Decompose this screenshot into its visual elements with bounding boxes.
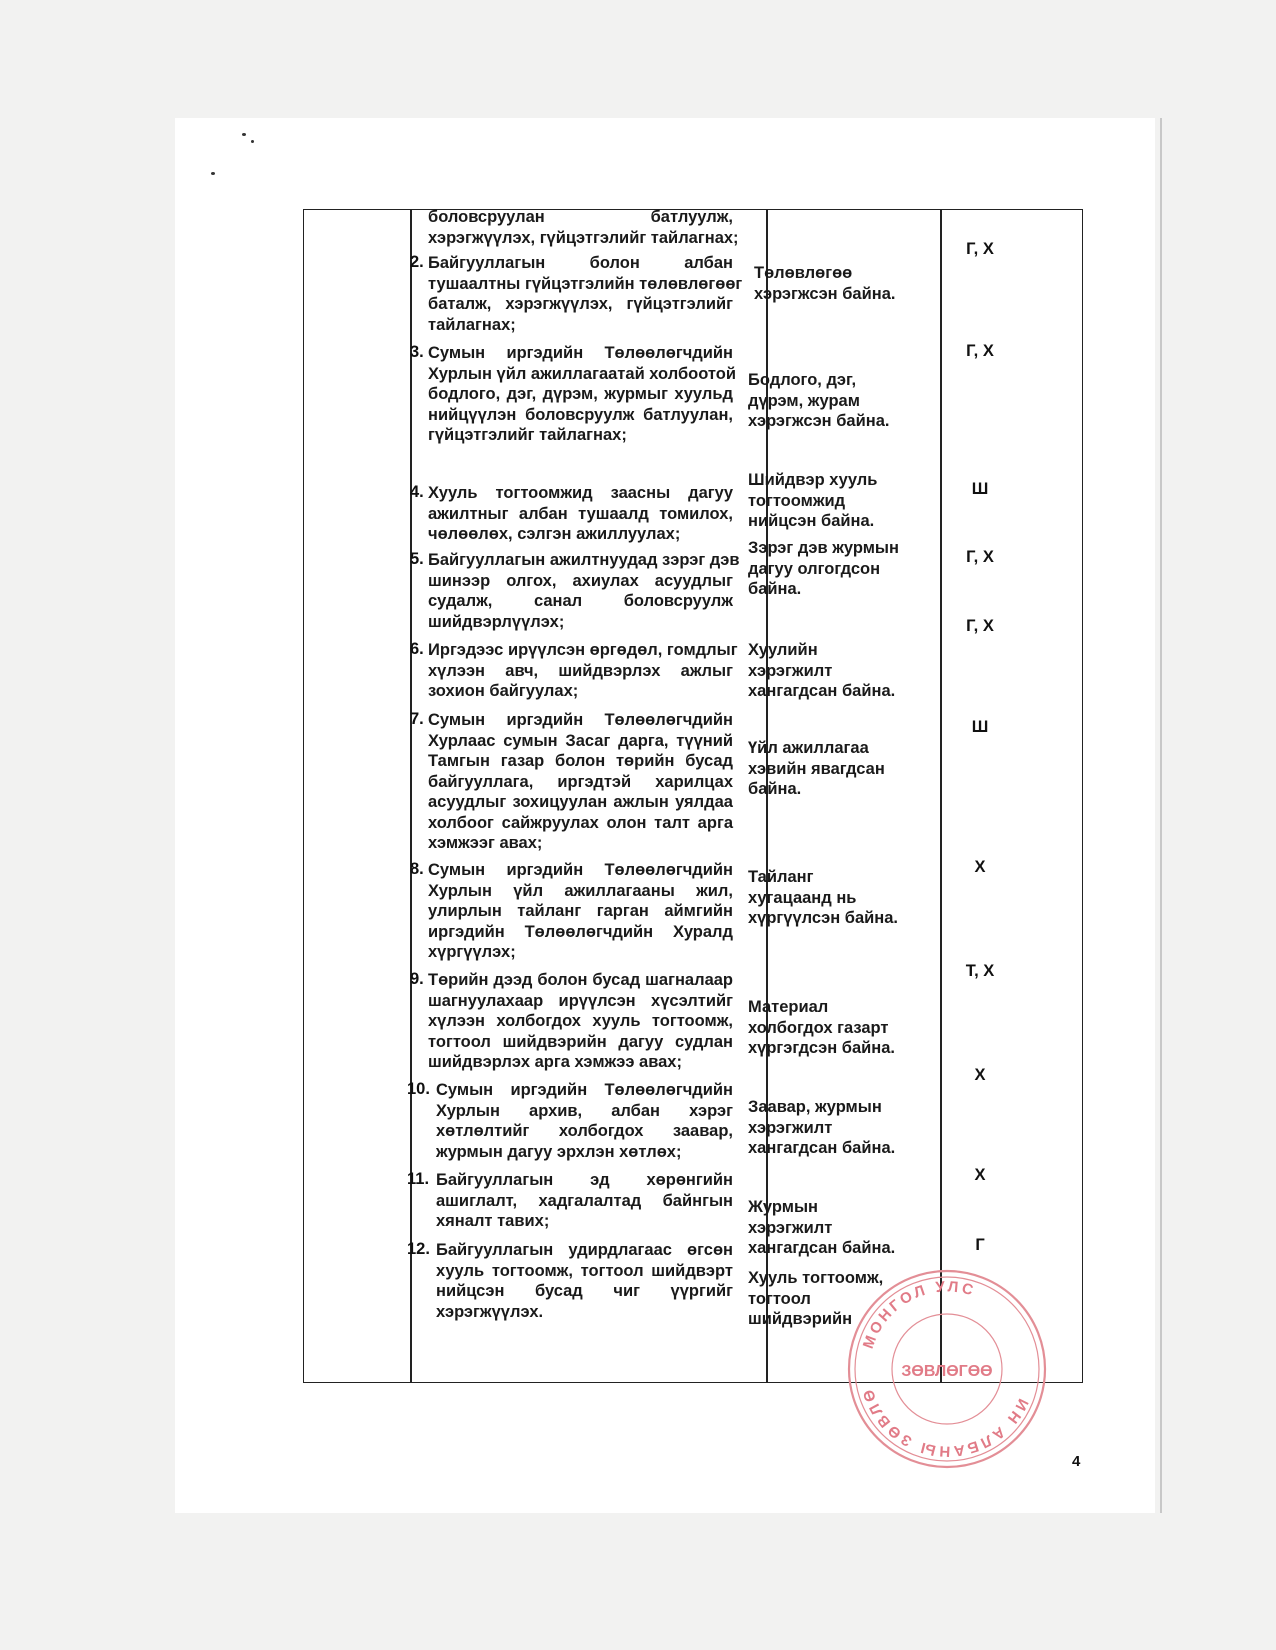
task-line: Байгууллагын ажилтнуудад зэрэг дэв <box>428 551 740 569</box>
task-line: асуудлыг зохицуулан ажлын уялдаа <box>428 793 733 811</box>
responsibility-code: Х <box>974 1066 986 1084</box>
task-line: хэрэгжүүлэх, гүйцэтгэлийг тайлагнах; <box>428 228 739 247</box>
column-divider <box>940 210 942 1382</box>
scan-speck <box>251 140 254 143</box>
task-line: хууль тогтоомж, тогтоол шийдвэрт <box>436 1261 733 1280</box>
task-line: хяналт тавих; <box>436 1212 550 1230</box>
result-line: Журмын <box>748 1198 818 1216</box>
task-line: нийцүүлэн боловсруулж батлуулан, <box>428 405 733 424</box>
task-number: 9. <box>410 970 424 988</box>
task-line: шагнуулахаар ирүүлсэн хүсэлтийг <box>428 991 733 1010</box>
task-line: судалж, санал боловсруулж <box>428 592 733 610</box>
task-number: 11. <box>407 1170 430 1188</box>
scan-edge <box>1160 118 1162 1513</box>
responsibility-code: Г, Х <box>966 617 994 635</box>
task-line: Сумын иргэдийн Төлөөлөгчдийн <box>428 344 733 362</box>
result-line: Шийдвэр хууль <box>748 471 878 489</box>
task-line: ашиглалт, хадгалалтад байнгын <box>436 1191 733 1210</box>
responsibility-code: Г <box>975 1236 985 1254</box>
task-line: хэмжээг авах; <box>428 834 543 852</box>
stamp-bottom-text: ИН АЛБАНЫ ЗӨВЛӨ <box>859 1384 1032 1460</box>
task-number: 2. <box>410 253 424 271</box>
result-line: хангагдсан байна. <box>748 1239 896 1257</box>
result-line: хэрэгжилт <box>748 661 833 680</box>
result-line: Зэрэг дэв журмын <box>748 539 899 557</box>
task-line: хөтлөлтийг холбогдох заавар, <box>436 1122 733 1140</box>
responsibility-code: Х <box>974 1166 986 1184</box>
result-line: хүргэгдсэн байна. <box>748 1039 895 1057</box>
task-line: байгууллага, иргэдтэй харилцах <box>428 772 733 791</box>
official-stamp <box>845 1267 1050 1472</box>
task-line: Хууль тогтоомжид заасны дагуу <box>428 484 733 502</box>
responsibility-code: Ш <box>971 718 989 736</box>
svg-text:МОНГОЛ УЛС <box>860 1278 978 1351</box>
task-line: Тамгын газар болон төрийн бусад <box>428 752 733 770</box>
task-line: тайлагнах; <box>428 315 516 334</box>
result-line: дагуу олгогдсон <box>748 559 881 578</box>
task-line: бодлого, дэг, дүрэм, журмыг хуульд <box>428 385 733 403</box>
result-line: хэрэгжилт <box>748 1118 833 1137</box>
task-line: тогтоол шийдвэрийн дагуу судлан <box>428 1032 733 1051</box>
task-line: Байгууллагын болон албан <box>428 254 733 272</box>
task-line: улирлын тайланг гарган аймгийн <box>428 902 733 920</box>
task-line: шийдвэрлэх арга хэмжээ авах; <box>428 1053 682 1071</box>
result-line: тогтоомжид <box>748 491 846 510</box>
task-line: гүйцэтгэлийг тайлагнах; <box>428 426 627 444</box>
column-divider <box>410 210 412 1382</box>
task-line: Хурлын үйл ажиллагааны жил, <box>428 881 733 900</box>
result-line: дүрэм, журам <box>748 391 860 410</box>
result-line: Тайланг <box>748 868 814 886</box>
result-line: хэрэгжсэн байна. <box>748 412 890 430</box>
result-line: хангагдсан байна. <box>748 1139 896 1157</box>
task-number: 5. <box>410 550 424 568</box>
result-line: тогтоол <box>748 1289 811 1308</box>
result-line: хэрэгжилт <box>748 1218 833 1237</box>
task-line: Сумын иргэдийн Төлөөлөгчдийн <box>428 711 733 729</box>
responsibility-code: Г, Х <box>966 342 994 360</box>
task-line: Хурлын үйл ажиллагаатай холбоотой <box>428 364 737 383</box>
task-line: Хурлаас сумын Засаг дарга, түүний <box>428 731 733 750</box>
task-line: шинээр олгох, ахиулах асуудлыг <box>428 571 733 590</box>
result-line: нийцсэн байна. <box>748 512 875 530</box>
result-line: хангагдсан байна. <box>748 682 896 700</box>
responsibility-code: Х <box>974 858 986 876</box>
task-line: иргэдийн Төлөөлөгчдийн Хуралд <box>428 922 733 941</box>
task-line: Байгууллагын удирдлагаас өгсөн <box>436 1241 733 1259</box>
responsibility-code: Т, Х <box>965 962 995 980</box>
task-line: хэрэгжүүлэх. <box>436 1302 544 1321</box>
result-line: шийдвэрийн <box>748 1310 853 1328</box>
result-line: Заавар, журмын <box>748 1098 882 1116</box>
task-line: хүргүүлэх; <box>428 943 516 961</box>
task-line: Сумын иргэдийн Төлөөлөгчдийн <box>436 1081 733 1099</box>
task-line: хүлээн холбогдох хууль тогтоомж, <box>428 1012 733 1030</box>
task-number: 6. <box>410 640 424 658</box>
result-line: хэрэгжсэн байна. <box>754 284 896 303</box>
task-line: хүлээн авч, шийдвэрлэх ажлыг <box>428 661 733 680</box>
task-line: Төрийн дээд болон бусад шагналаар <box>428 971 733 989</box>
task-number: 10. <box>407 1080 430 1098</box>
task-line: тушаалтны гүйцэтгэлийн төлөвлөгөөг <box>428 274 743 293</box>
task-line: Байгууллагын эд хөрөнгийн <box>436 1171 733 1189</box>
stamp-top-text: МОНГОЛ УЛС <box>859 1278 978 1352</box>
result-line: хугацаанд нь <box>748 888 857 907</box>
result-line: Бодлого, дэг, <box>748 371 857 389</box>
result-line: хэвийн явагдсан <box>748 759 885 778</box>
result-line: хүргүүлсэн байна. <box>748 909 898 927</box>
responsibility-code: Г, Х <box>966 240 994 258</box>
result-line: Хууль тогтоомж, <box>748 1269 884 1287</box>
task-number: 4. <box>410 483 424 501</box>
page-number: 4 <box>1072 1453 1081 1470</box>
task-line: Иргэдээс ирүүлсэн өргөдөл, гомдлыг <box>428 641 738 659</box>
result-line: холбогдох газарт <box>748 1018 889 1037</box>
scan-speck <box>211 172 215 175</box>
task-line: боловсруулан батлуулж, <box>428 208 733 226</box>
task-line: зохион байгуулах; <box>428 682 579 700</box>
result-line: байна. <box>748 580 802 598</box>
result-line: Материал <box>748 998 829 1016</box>
task-line: журмын дагуу эрхлэн хөтлөх; <box>436 1142 682 1161</box>
task-number: 8. <box>410 860 424 878</box>
responsibility-code: Г, Х <box>966 548 994 566</box>
result-line: байна. <box>748 780 802 798</box>
task-number: 12. <box>407 1240 430 1258</box>
task-line: холбоог сайжруулах олон талт арга <box>428 813 733 832</box>
task-line: нийцсэн бусад чиг үүргийг <box>436 1282 733 1300</box>
scan-speck <box>242 133 246 136</box>
task-line: баталж, хэрэгжүүлэх, гүйцэтгэлийг <box>428 295 733 313</box>
task-line: ажилтныг албан тушаалд томилох, <box>428 504 733 523</box>
task-line: Хурлын архив, албан хэрэг <box>436 1101 733 1120</box>
result-line: Үйл ажиллагаа <box>748 739 869 757</box>
result-line: Хуулийн <box>748 641 818 659</box>
result-line: Төлөвлөгөө <box>754 264 853 282</box>
task-line: шийдвэрлүүлэх; <box>428 612 565 631</box>
task-number: 7. <box>410 710 424 728</box>
stamp-middle-text: ЗӨВЛӨГӨӨ <box>901 1363 993 1380</box>
task-line: Сумын иргэдийн Төлөөлөгчдийн <box>428 861 733 879</box>
responsibility-code: Ш <box>971 480 989 498</box>
task-number: 3. <box>410 343 424 361</box>
task-line: чөлөөлөх, сэлгэн ажиллуулах; <box>428 525 681 543</box>
